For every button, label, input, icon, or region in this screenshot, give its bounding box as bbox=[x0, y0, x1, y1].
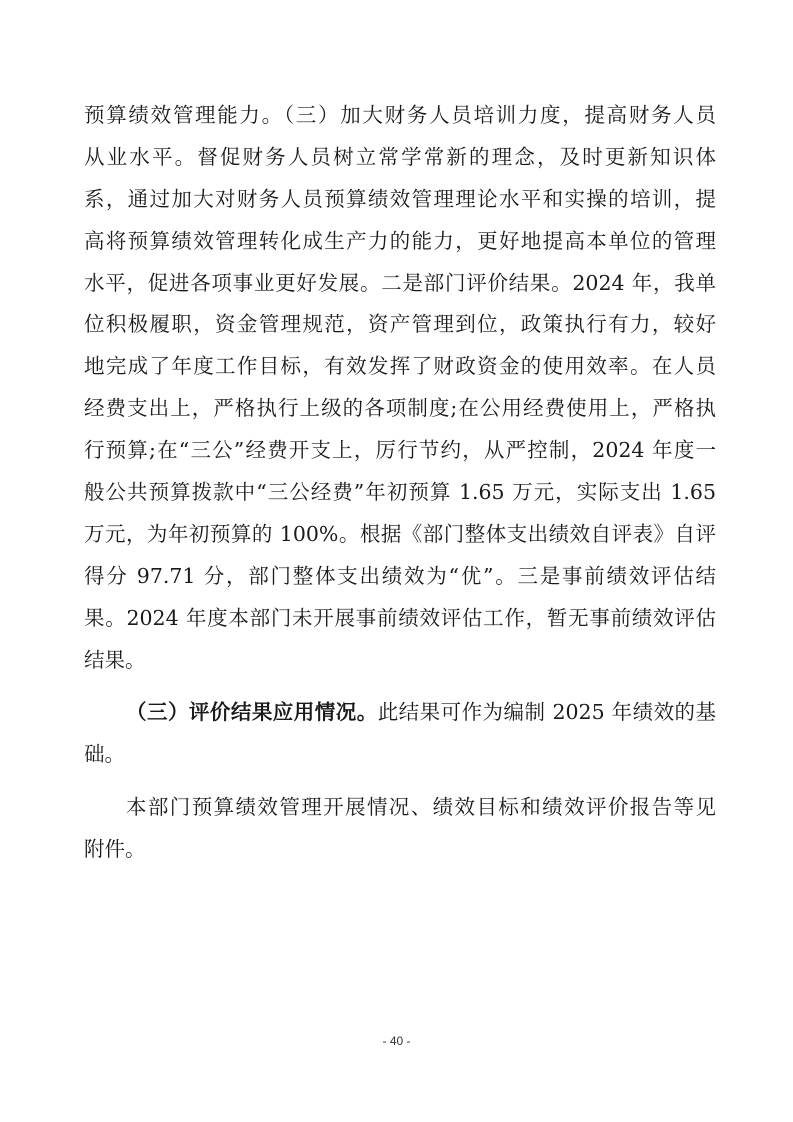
text-line: 高将预算绩效管理转化成生产力的能力，更好地提高本单位的管理 bbox=[84, 228, 716, 253]
section-heading: （三）评价结果应用情况。 bbox=[126, 700, 378, 725]
paragraph-results-application bbox=[84, 692, 716, 776]
text-line: 得分 97.71 分，部门整体支出绩效为“优”。三是事前绩效评估结 bbox=[84, 563, 716, 588]
paragraph-evaluation-results bbox=[84, 95, 716, 681]
text-line: 位积极履职，资金管理规范，资产管理到位，政策执行有力，较好 bbox=[84, 312, 716, 337]
text-line: 般公共预算拨款中“三公经费”年初预算 1.65 万元，实际支出 1.65 bbox=[84, 480, 716, 505]
text-line: 行预算;在“三公”经费开支上，厉行节约，从严控制，2024 年度一 bbox=[84, 438, 716, 463]
text-line: 从业水平。督促财务人员树立常学常新的理念，及时更新知识体 bbox=[84, 144, 716, 169]
text-line: 本部门预算绩效管理开展情况、绩效目标和绩效评价报告等见 bbox=[126, 795, 716, 820]
text-line: 万元，为年初预算的 100%。根据《部门整体支出绩效自评表》自评 bbox=[84, 521, 716, 546]
text-line: 系，通过加大对财务人员预算绩效管理理论水平和实操的培训，提 bbox=[84, 186, 716, 211]
text-line: 础。 bbox=[84, 742, 125, 767]
text-line: 水平，促进各项事业更好发展。二是部门评价结果。2024 年，我单 bbox=[84, 270, 716, 295]
paragraph-spacer bbox=[84, 776, 716, 787]
text-line: 经费支出上，严格执行上级的各项制度;在公用经费使用上，严格执 bbox=[84, 396, 716, 421]
text-line bbox=[84, 692, 716, 734]
text-line: 结果。 bbox=[84, 647, 146, 672]
document-body bbox=[84, 95, 716, 871]
page-number: - 40 - bbox=[382, 1034, 411, 1048]
paragraph-attachment-note bbox=[84, 787, 716, 871]
heading-sentence: 此结果可作为编制 2025 年绩效的基 bbox=[377, 700, 717, 725]
text-line: 果。2024 年度本部门未开展事前绩效评估工作，暂无事前绩效评估 bbox=[84, 605, 716, 630]
text-line: 地完成了年度工作目标，有效发挥了财政资金的使用效率。在人员 bbox=[84, 354, 716, 379]
text-line: 附件。 bbox=[84, 837, 146, 862]
paragraph-spacer bbox=[84, 681, 716, 692]
text-line: 预算绩效管理能力。（三）加大财务人员培训力度，提高财务人员 bbox=[84, 103, 716, 127]
